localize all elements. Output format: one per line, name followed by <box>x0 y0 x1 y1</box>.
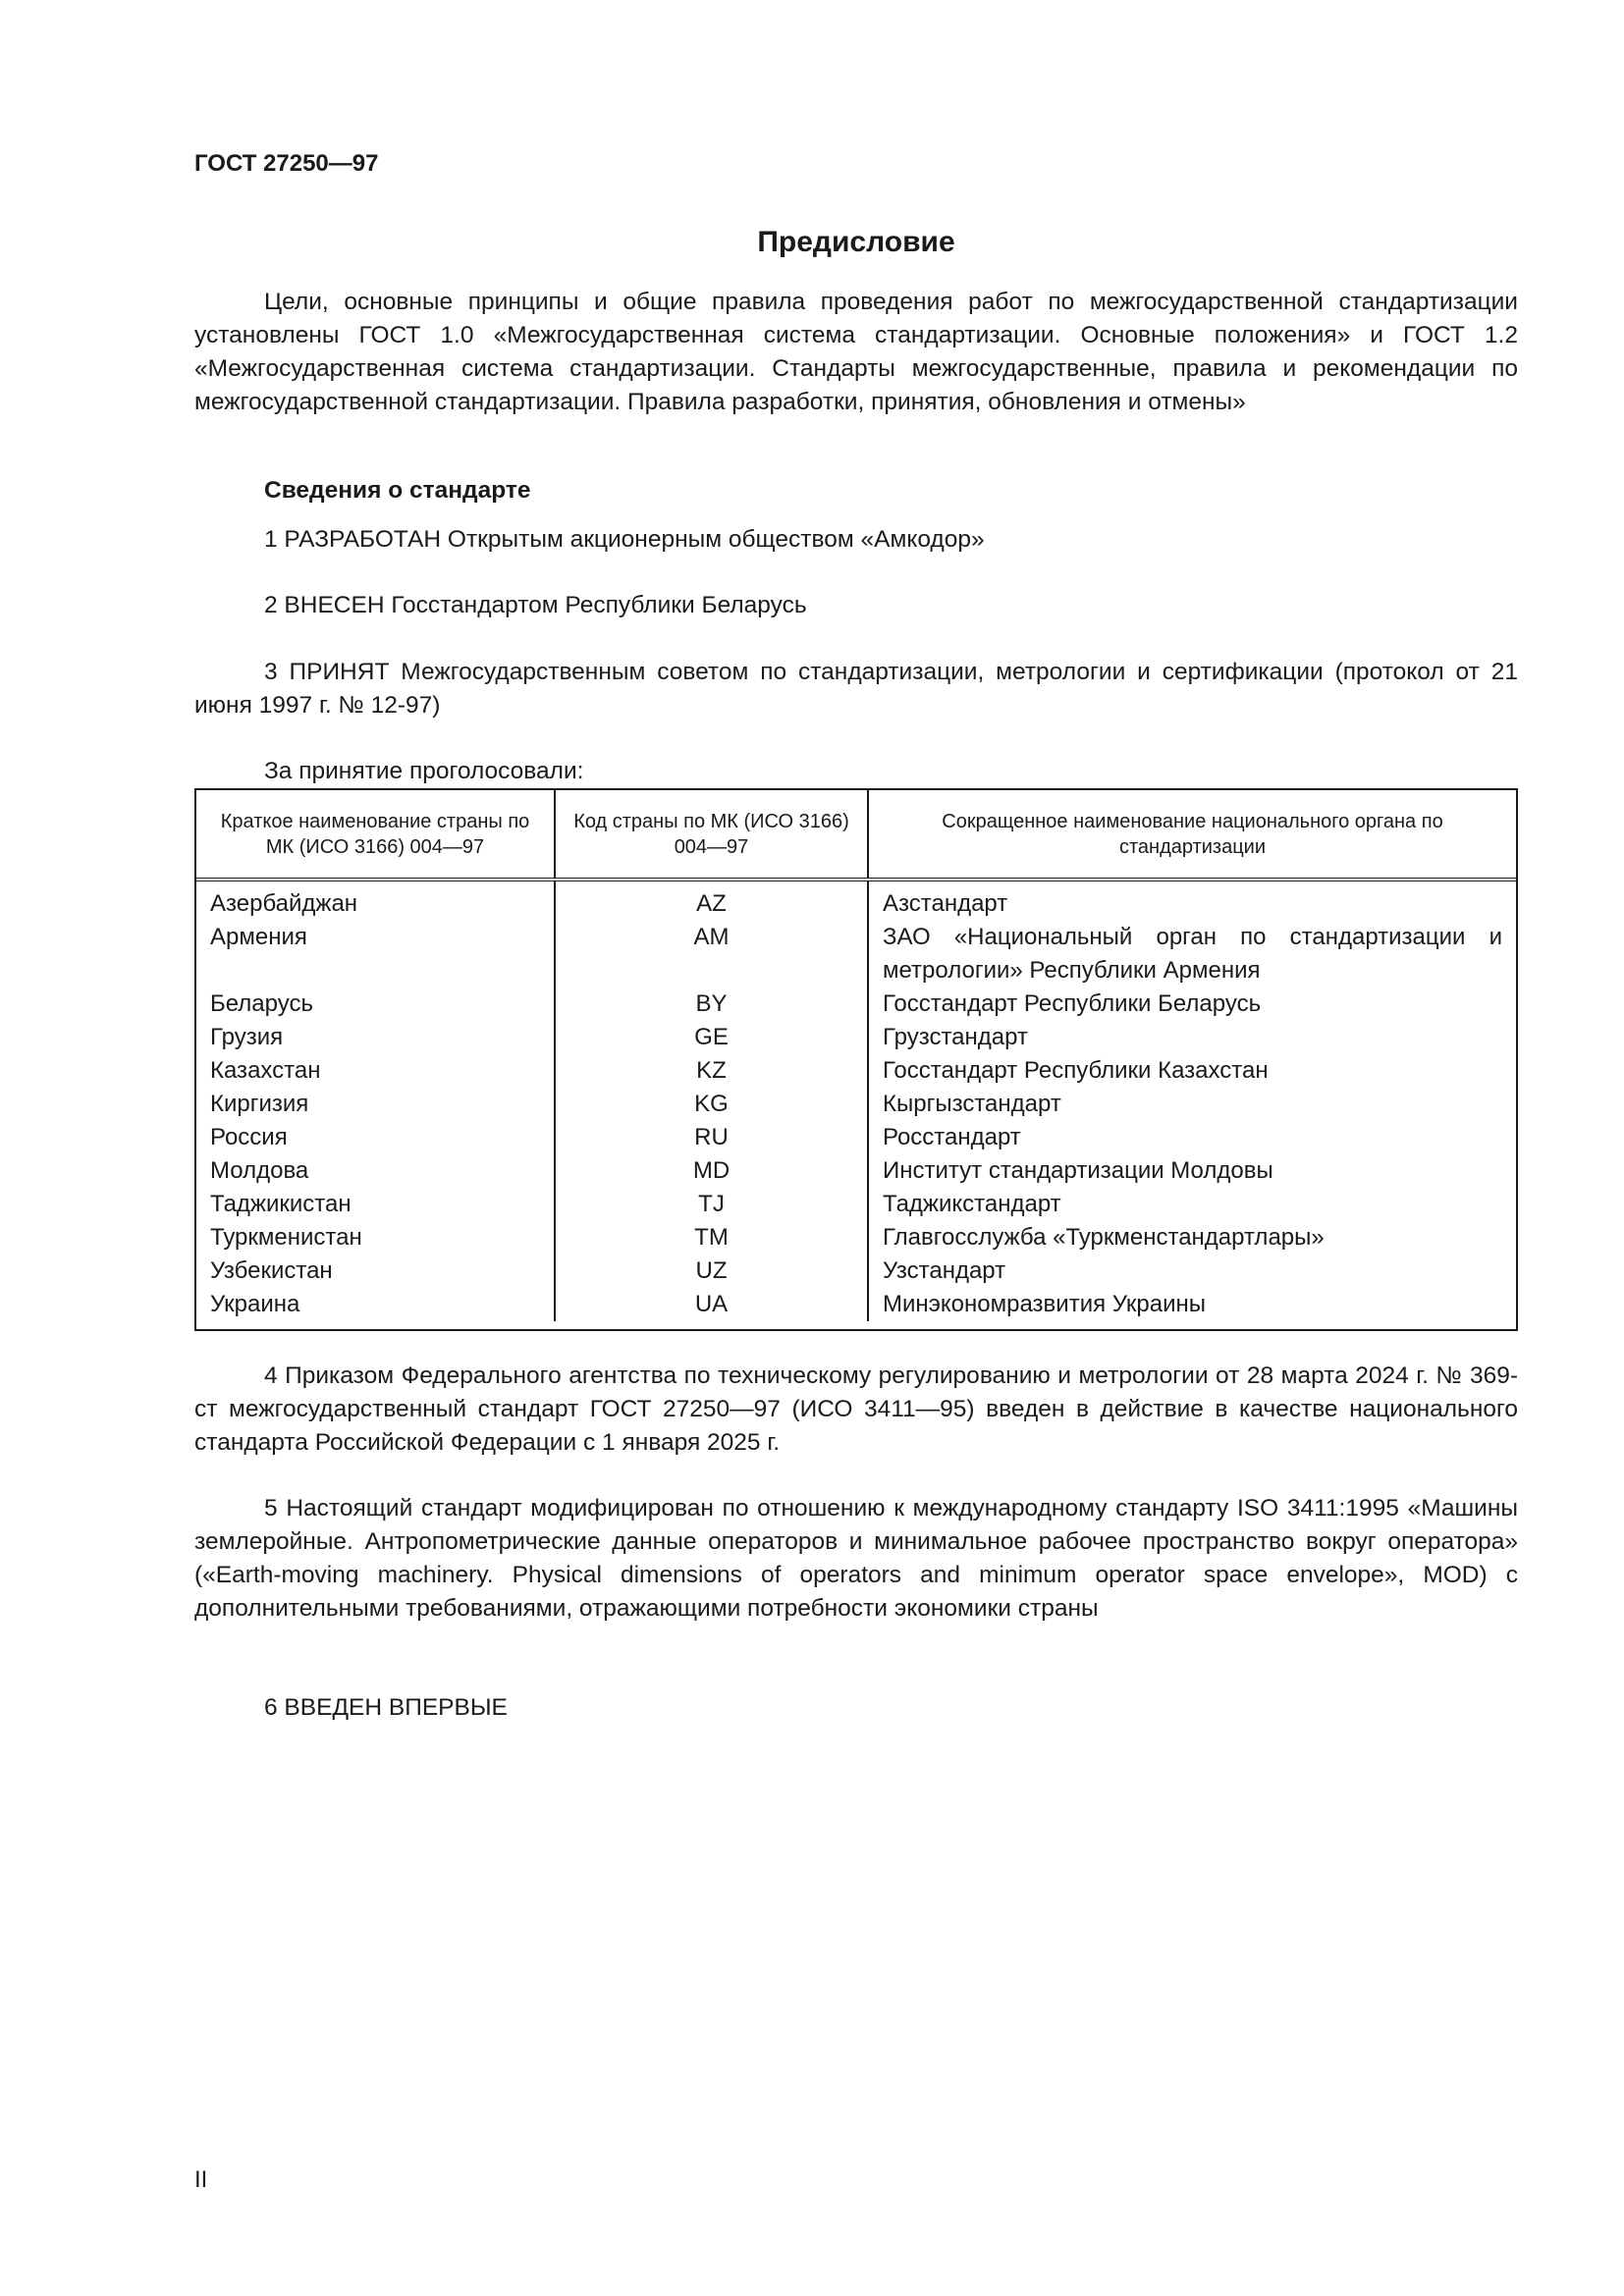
header-national-body: Сокращенное наименование национального органа по стандартизации <box>868 790 1516 880</box>
country-cell: Россия <box>210 1124 288 1150</box>
organ-cell: Азстандарт <box>868 880 1516 921</box>
organ-cell: Грузстандарт <box>868 1021 1516 1054</box>
table-row <box>196 1021 1516 1054</box>
code-cell: RU <box>555 1121 868 1154</box>
table-row <box>196 880 1516 921</box>
vote-caption: За принятие проголосовали: <box>264 758 584 784</box>
organ-cell: Госстандарт Республики Казахстан <box>868 1054 1516 1088</box>
table-row <box>196 988 1516 1021</box>
info-heading: Сведения о стандарте <box>264 477 531 504</box>
country-cell: Беларусь <box>210 990 313 1017</box>
organ-cell: Таджикстандарт <box>868 1188 1516 1221</box>
table-row <box>196 1154 1516 1188</box>
organ-cell: Узстандарт <box>868 1255 1516 1288</box>
organ-cell: Госстандарт Республики Беларусь <box>868 988 1516 1021</box>
table-row <box>196 1121 1516 1154</box>
table-row <box>196 1088 1516 1121</box>
country-cell: Грузия <box>210 1024 284 1050</box>
item-5-modified: 5 Настоящий стандарт модифицирован по отношению к международному стандарту ISO 3411:1995 «Машины землеройные. Антропометрические данные операторов и минимальное рабочее пространство вокруг оператора» («Earth-moving machinery. Physical dimensions of operators and minimum operator space envelope», MOD) с дополнительными требованиями, отражающими потребности экономики страны <box>194 1495 1518 1622</box>
country-cell: Азербайджан <box>210 890 358 917</box>
item-3-adopted: 3 ПРИНЯТ Межгосударственным советом по стандартизации, метрологии и сертификации (протокол от 21 июня 1997 г. № 12-97) <box>194 659 1518 719</box>
table-row <box>196 1188 1516 1221</box>
voting-table <box>194 788 1518 1331</box>
country-cell: Молдова <box>210 1157 309 1184</box>
table-row <box>196 1054 1516 1088</box>
code-cell: KG <box>555 1088 868 1121</box>
organ-cell: Минэкономразвития Украины <box>868 1288 1516 1321</box>
country-cell: Киргизия <box>210 1091 309 1117</box>
code-cell: AM <box>555 921 868 988</box>
code-cell: TM <box>555 1221 868 1255</box>
item-4-order: 4 Приказом Федерального агентства по техническому регулированию и метрологии от 28 марта 2024 г. № 369-ст межгосударственный стандарт ГОСТ 27250—97 (ИСО 3411—95) введен в действие в качестве национального стандарта Российской Федерации с 1 января 2025 г. <box>194 1362 1518 1456</box>
page-title: Предисловие <box>757 226 955 258</box>
country-cell: Туркменистан <box>210 1224 362 1251</box>
code-cell: UA <box>555 1288 868 1321</box>
intro-paragraph: Цели, основные принципы и общие правила проведения работ по межгосударственной стандартизации установлены ГОСТ 1.0 «Межгосударственная система стандартизации. Основные положения» и ГОСТ 1.2 «Межгосударственная система стандартизации. Стандарты межгосударственные, правила и рекомендации по межгосударственной стандартизации. Правила разработки, принятия, обновления и отмены» <box>194 289 1518 415</box>
country-cell: Таджикистан <box>210 1191 352 1217</box>
header-country-name: Краткое наименование страны по МК (ИСО 3166) 004—97 <box>196 790 555 880</box>
organ-cell: Росстандарт <box>868 1121 1516 1154</box>
country-cell: Казахстан <box>210 1057 321 1084</box>
table-row <box>196 1221 1516 1255</box>
document-code: ГОСТ 27250—97 <box>194 150 379 177</box>
code-cell: GE <box>555 1021 868 1054</box>
country-cell: Армения <box>210 924 307 950</box>
organ-cell: ЗАО «Национальный орган по стандартизации и метрологии» Республики Армения <box>868 921 1516 988</box>
code-cell: BY <box>555 988 868 1021</box>
page-number: II <box>194 2166 208 2193</box>
item-1-developed: 1 РАЗРАБОТАН Открытым акционерным обществом «Амкодор» <box>264 526 985 553</box>
organ-cell: Кыргызстандарт <box>868 1088 1516 1121</box>
country-cell: Украина <box>210 1291 300 1317</box>
table-row <box>196 921 1516 988</box>
code-cell: TJ <box>555 1188 868 1221</box>
header-country-code: Код страны по МК (ИСО 3166) 004—97 <box>555 790 868 880</box>
organ-cell: Институт стандартизации Молдовы <box>868 1154 1516 1188</box>
code-cell: UZ <box>555 1255 868 1288</box>
table-row <box>196 1288 1516 1321</box>
code-cell: MD <box>555 1154 868 1188</box>
organ-cell: Главгосслужба «Туркменстандартлары» <box>868 1221 1516 1255</box>
code-cell: KZ <box>555 1054 868 1088</box>
item-6-introduced: 6 ВВЕДЕН ВПЕРВЫЕ <box>264 1694 508 1721</box>
country-cell: Узбекистан <box>210 1257 333 1284</box>
item-2-submitted: 2 ВНЕСЕН Госстандартом Республики Беларусь <box>264 592 807 618</box>
code-cell: AZ <box>555 880 868 921</box>
table-row <box>196 1255 1516 1288</box>
